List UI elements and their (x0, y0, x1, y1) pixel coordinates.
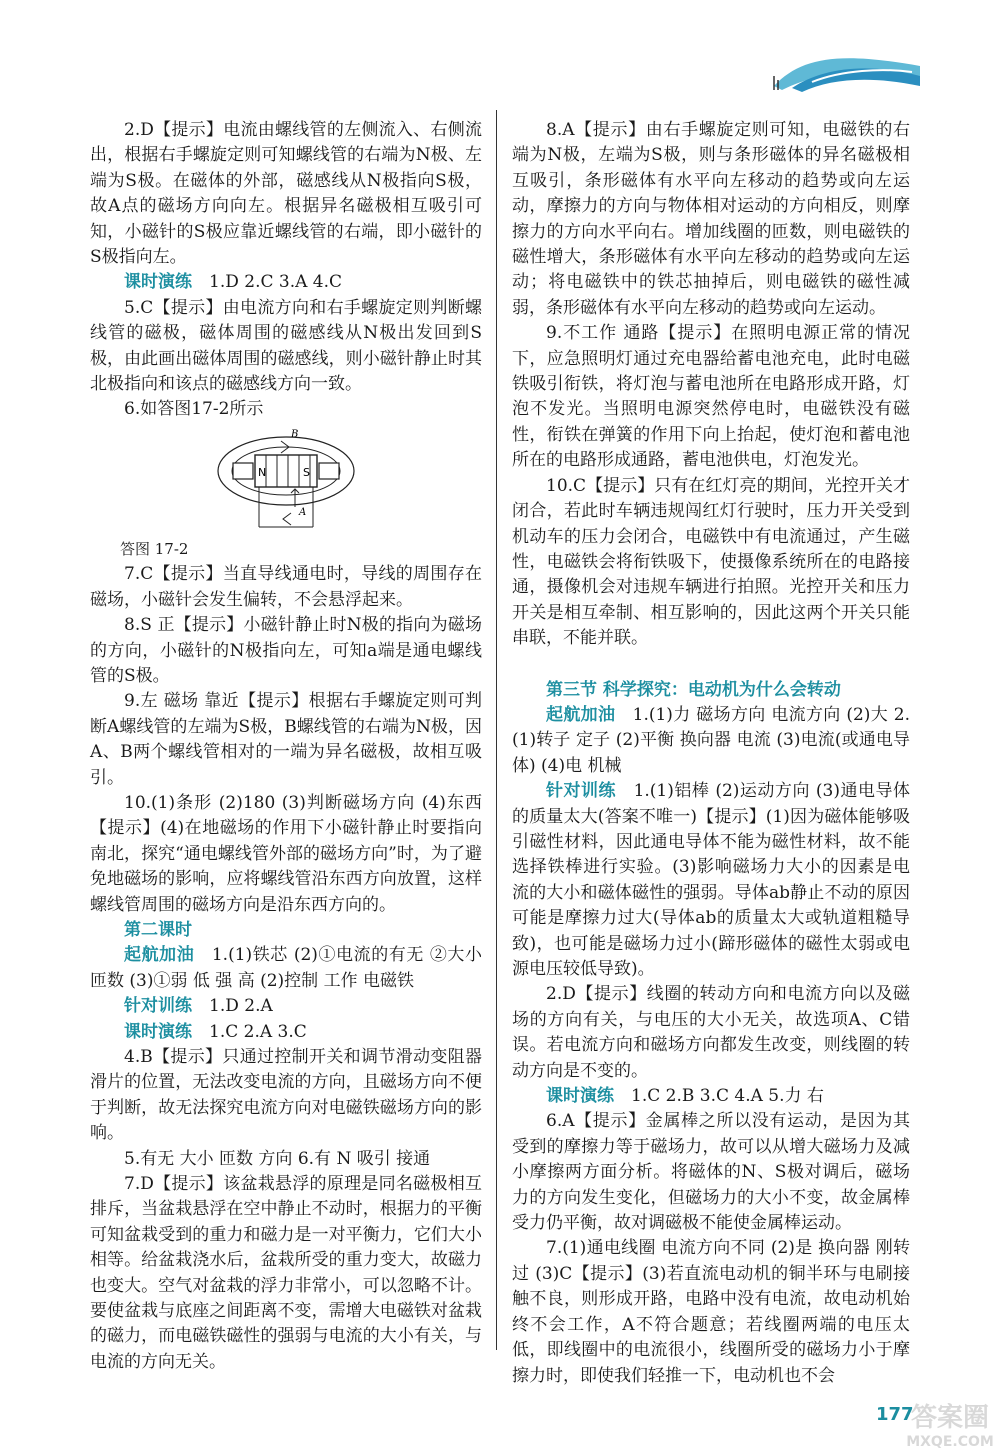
answer-4-b: 4.B【提示】只通过控制开关和调节滑动变阻器滑片的位置，无法改变电流的方向，且磁场方向不便于判断，故无法探究电流方向对电磁铁磁场方向的影响。 (90, 1047, 482, 1144)
right-column (512, 118, 910, 1389)
answer-7-b: 7.D【提示】该盆栽悬浮的原理是同名磁极相互排斥，当盆栽悬浮在空中静止不动时，根据力的平衡可知盆栽受到的重力和磁力是一对平衡力，它们大小相等。给盆栽浇水后，盆栽所受的重力变大，故磁力也变大。空气对盆栽的浮力非常小，可以忽略不计。要使盆栽与底座之间距离不变，需增大电磁铁对盆栽的磁力，而电磁铁磁性的强弱与电流的大小有关，与电流的方向无关。 (90, 1174, 482, 1372)
label-training: 针对训练 (124, 996, 192, 1017)
label-warmup: 起航加油 (124, 945, 195, 966)
figure-label-b: B (291, 428, 299, 440)
warmup-answers-r-text: 1.(1)力 磁场方向 电流方向 (2)大 2.(1)转子 定子 (2)平衡 换向器 电流 (3)电流(或通电导体) (4)电 机械 (512, 704, 911, 776)
warmup-answers-r (512, 703, 910, 779)
training-answers (90, 994, 482, 1019)
figure-label-s: S (303, 465, 310, 479)
solenoid-diagram (211, 427, 361, 535)
section-title-second-lesson: 第二课时 (124, 919, 192, 940)
label-practice-r: 课时演练 (546, 1086, 614, 1107)
answer-5: 5.C【提示】由电流方向和右手螺旋定则判断螺线管的磁极，磁体周围的磁感线从N极出发回到S极，由此画出磁体周围的磁感线，则小磁针静止时其北极指向和该点的磁感线方向一致。 (90, 297, 482, 395)
training-answers-r (512, 779, 910, 982)
answer-7-r: 7.(1)通电线圈 电流方向不同 (2)是 换向器 刚转过 (3)C【提示】(3)若直流电动机的铜半环与电刷接触不良，则形成开路，电路中没有电流，故电动机始终不会工作，A不符合题意；若线圈两端的电压太低，即线圈中的电流很小，线圈所受的磁场力小于摩擦力时，即使我们轻推一下，电动机也不会 (512, 1238, 910, 1386)
answer-10: 10.(1)条形 (2)180 (3)判断磁场方向 (4)东西【提示】(4)在地磁场的作用下小磁针静止时要指向南北，探究“通电螺线管外部的磁场方向”时，为了避免地磁场的影响，应将螺线管沿东西方向放置，这样螺线管周围的磁场方向是沿东西方向的。 (90, 792, 482, 915)
answer-6-r: 6.A【提示】金属棒之所以没有运动，是因为其受到的摩擦力等于磁场力，故可以从增大磁场力及减小摩擦两方面分析。将磁体的N、S极对调后，磁场力的方向发生变化，但磁场力的大小不变，故金属棒受力仍平衡，故对调磁极不能使金属棒运动。 (512, 1111, 910, 1234)
training-answers-r-text: 1.(1)铝棒 (2)运动方向 (3)通电导体的质量太大(答案不唯一)【提示】(1)因为磁体能够吸引磁性材料，因此通电导体不能为磁性材料，故不能选择铁棒进行实验。(3)影响磁场力大小的因素是电流的大小和磁体磁性的强弱。导体ab静止不动的原因可能是摩擦力过大(导体ab的质量太大或轨道粗糙导致)，也可能是磁场力过小(蹄形磁体的磁性太弱或电源电压较低导致)。 (512, 781, 910, 979)
answer-7: 7.C【提示】当直导线通电时，导线的周围存在磁场，小磁针会发生偏转，不会悬浮起来。 (90, 564, 482, 610)
answer-2: 2.D【提示】电流由螺线管的左侧流入、右侧流出，根据右手螺旋定则可知螺线管的右端为N极、左端为S极。在磁体的外部，磁感线从N极指向S极，故A点的磁场方向向左。根据异名磁极相互吸引可知，小磁针的S极应靠近螺线管的右端，即小磁针的S极指向左。 (90, 120, 482, 268)
label-practice: 课时演练 (124, 272, 192, 293)
answer-10-r: 10.C【提示】只有在红灯亮的期间，光控开关才闭合，若此时车辆违规闯红灯行驶时，压力开关受到机动车的压力会闭合，电磁铁中有电流通过，产生磁性，电磁铁会将衔铁吸下，使摄像系统所在的电路接通，摄像机会对违规车辆进行拍照。光控开关和压力开关是相互牵制、相互影响的，因此这两个开关只能串联，不能并联。 (512, 475, 910, 649)
answer-8-r: 8.A【提示】由右手螺旋定则可知，电磁铁的右端为N极，左端为S极，则与条形磁体的异名磁极相互吸引，条形磁体有水平向左移动的趋势或向左运动，摩擦力的方向与物体相对运动的方向相反，则摩擦力的方向水平向右。增加线圈的匝数，则电磁铁的磁性增大，条形磁体有水平向左移动的趋势或向左运动；将电磁铁中的铁芯抽掉后，则电磁铁的磁性减弱，条形磁体有水平向左移动的趋势或向左运动。 (512, 120, 910, 318)
training-answers-text: 1.D 2.A (209, 996, 273, 1017)
answer-8: 8.S 正【提示】小磁针静止时N极的指向为磁场的方向，小磁针的N极指向左，可知a端是通电螺线管的S极。 (90, 615, 482, 686)
figure-label-a: A (299, 506, 307, 518)
watermark-logo (902, 1396, 998, 1452)
section-title-third: 第三节 科学探究：电动机为什么会转动 (546, 679, 841, 700)
warmup-answers-text: 1.(1)铁芯 (2)①电流的有无 ②大小 匝数 (3)①弱 低 强 高 (2)控制 工作 电磁铁 (90, 945, 483, 991)
practice-answers-1-text: 1.D 2.C 3.A 4.C (209, 272, 343, 293)
figure-label-n: N (258, 465, 267, 479)
answer-5-6-b: 5.有无 大小 匝数 方向 6.有 N 吸引 接通 (124, 1148, 431, 1169)
header-wave-decoration (772, 46, 922, 92)
warmup-answers (90, 943, 482, 994)
label-warmup-r: 起航加油 (546, 704, 616, 725)
left-column (90, 118, 482, 1375)
answer-9-r: 9.不工作 通路【提示】在照明电源正常的情况下，应急照明灯通过充电器给蓄电池充电，此时电磁铁吸引衔铁，将灯泡与蓄电池所在电路形成开路，灯泡不发光。当照明电源突然停电时，电磁铁没有磁性，衔铁在弹簧的作用下向上抬起，使灯泡和蓄电池所在的电路形成通路，蓄电池供电，灯泡发光。 (512, 323, 910, 471)
answer-9: 9.左 磁场 靠近【提示】根据右手螺旋定则可判断A螺线管的左端为S极，B螺线管的右端为N极，因A、B两个螺线管相对的一端为异名磁极，故相互吸引。 (90, 691, 482, 788)
practice-answers-2-text: 1.C 2.A 3.C (209, 1021, 307, 1042)
practice-answers-2 (90, 1020, 482, 1045)
label-practice-2: 课时演练 (124, 1021, 192, 1042)
practice-answers-1 (90, 270, 482, 295)
label-training-r: 针对训练 (546, 781, 617, 802)
answer-2-r: 2.D【提示】线圈的转动方向和电流方向以及磁场的方向有关，与电压的大小无关，故选项A、C错误。若电流方向和磁场方向都发生改变，则线圈的转动方向是不变的。 (512, 984, 910, 1081)
practice-answers-r (512, 1084, 910, 1109)
solenoid-figure (90, 427, 482, 535)
figure-caption: 答图 17-2 (120, 539, 189, 558)
answer-6: 6.如答图17-2所示 (124, 399, 264, 420)
svg-text:答案圈: 答案圈 (910, 1403, 990, 1433)
column-divider (496, 110, 497, 1350)
practice-answers-r-text: 1.C 2.B 3.C 4.A 5.力 右 (631, 1086, 824, 1107)
page-number: 177 (876, 1404, 914, 1425)
svg-text:MXQE.COM: MXQE.COM (906, 1434, 994, 1450)
